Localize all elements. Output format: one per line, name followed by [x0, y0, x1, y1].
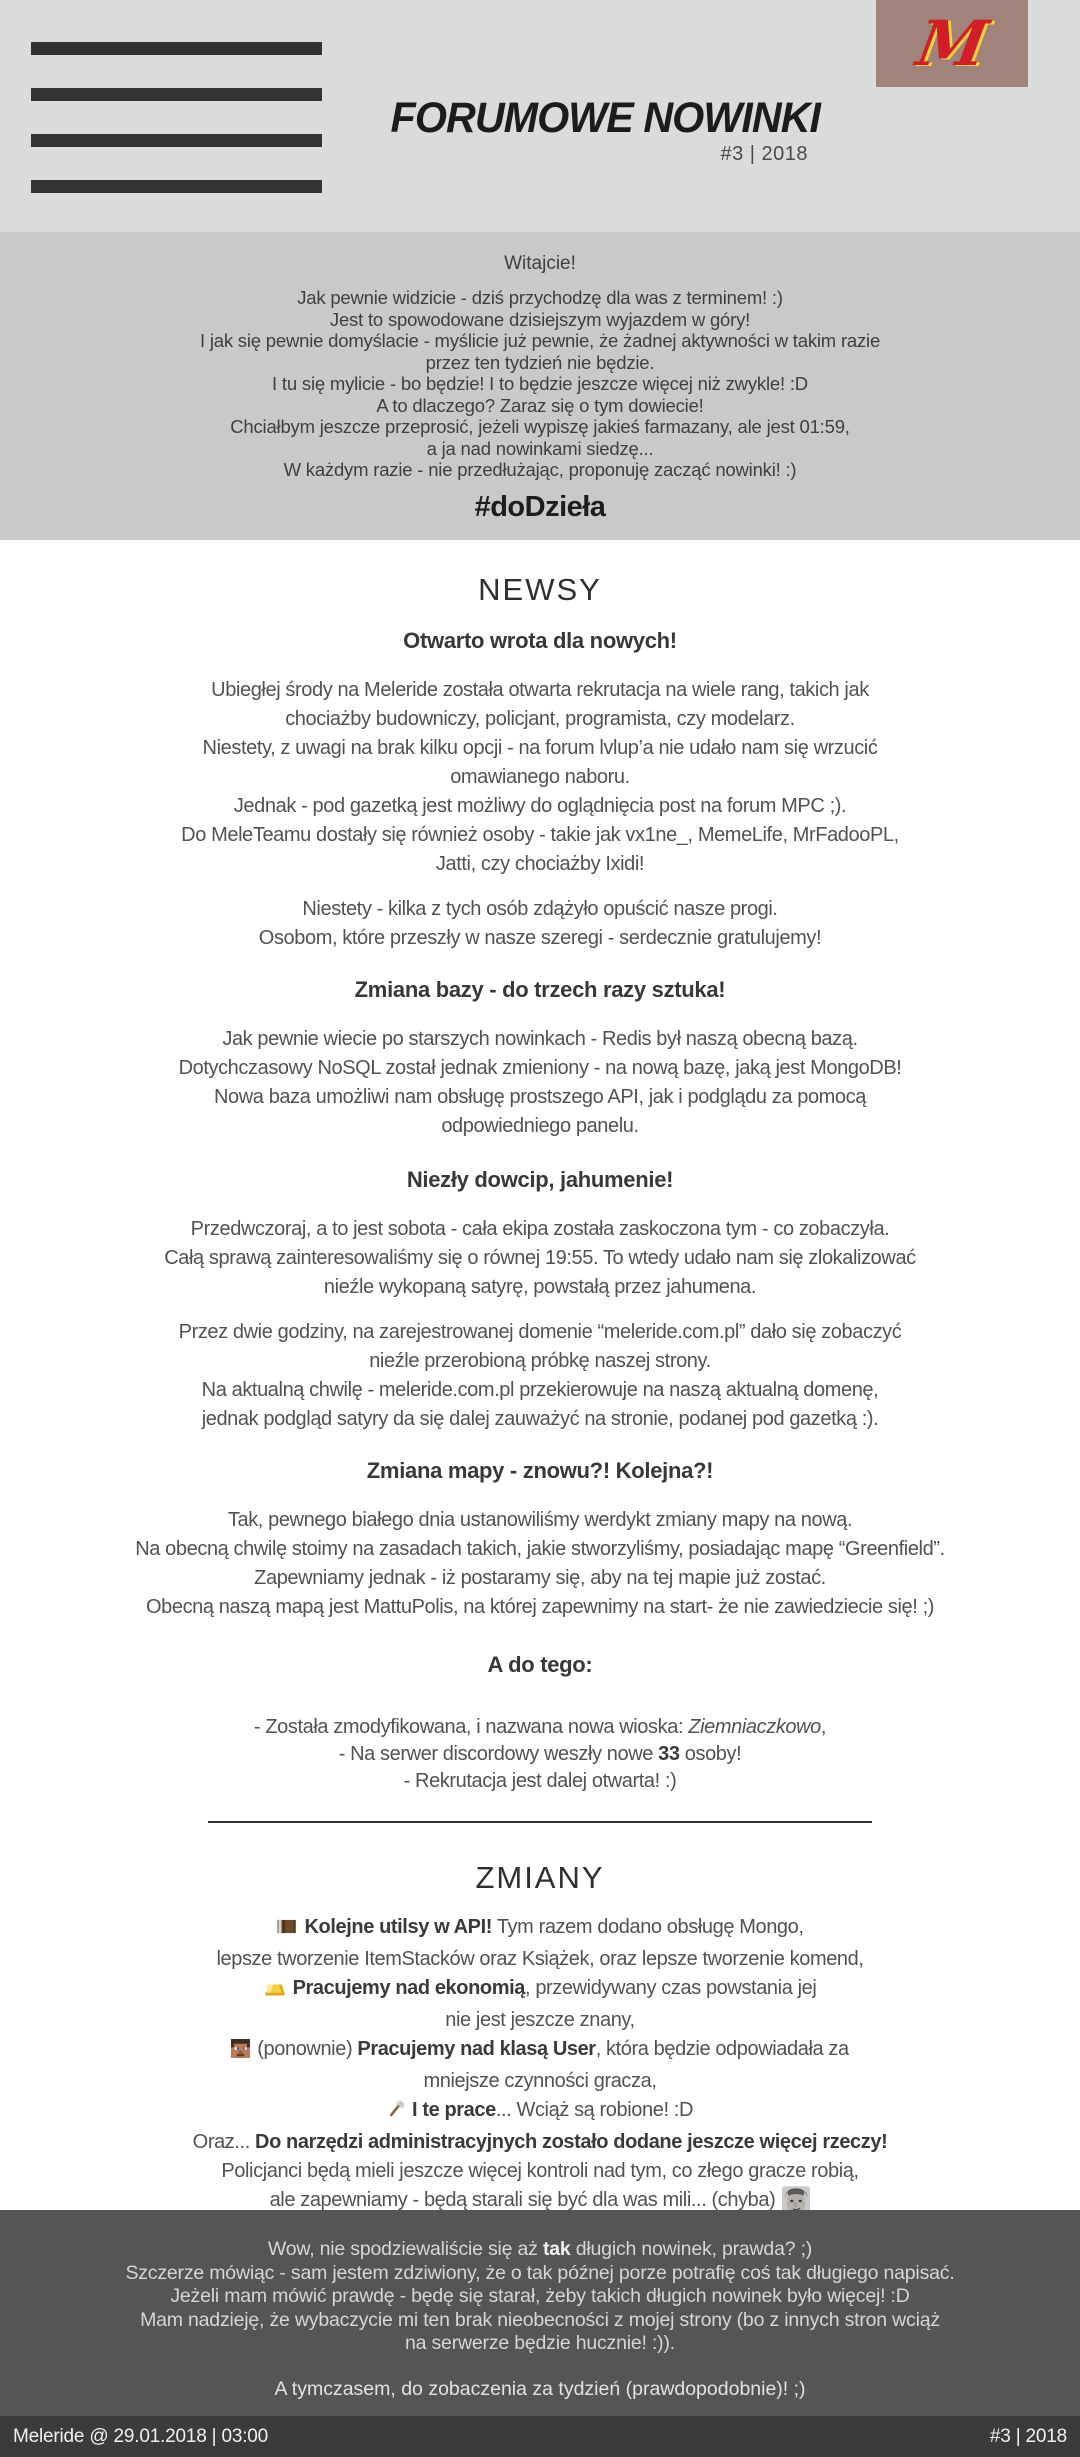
text-line: na serwerze będzie hucznie! :)).	[405, 2332, 675, 2354]
text-line: Niestety, z uwagi na brak kilku opcji - na forum lvlup’a nie udało nam się wrzucić	[202, 737, 878, 759]
text-line: Jednak - pod gazetką jest możliwy do oglądnięcia post na forum MPC ;).	[233, 795, 847, 817]
paragraph-joke-1	[0, 1215, 1080, 1302]
change-line: lepsze tworzenie ItemStacków oraz Książek, oraz lepsze tworzenie komend,	[216, 1948, 864, 1970]
paragraph-recruitment-2	[0, 895, 1080, 953]
subheading-joke: Niezły dowcip, jahumenie!	[406, 1167, 674, 1192]
change-bold: Pracujemy nad ekonomią	[292, 1977, 525, 1999]
list-item-text: - Na serwer discordowy weszły nowe	[338, 1743, 659, 1765]
change-line: Policjanci będą mieli jeszcze więcej kontroli nad tym, co złego gracze robią,	[221, 2160, 859, 2182]
text-line: Ubiegłej środy na Meleride została otwarta rekrutacja na wiele rang, takich jak	[211, 679, 869, 701]
change-line: nie jest jeszcze znany,	[445, 2009, 635, 2031]
text-line: przez ten tydzień nie będzie.	[425, 351, 655, 373]
footer-text: Wow, nie spodziewaliście się aż	[267, 2238, 543, 2260]
title-block	[382, 94, 821, 166]
change-line	[0, 1913, 1080, 1945]
text-line: a ja nad nowinkami siedzę...	[426, 437, 654, 459]
text-line: Przedwczoraj, a to jest sobota - cała ekipa została zaskoczona tym - co zobaczyła.	[190, 1218, 890, 1240]
paragraph-joke-2	[0, 1318, 1080, 1434]
change-text: Oraz...	[192, 2131, 256, 2153]
footer-bold: tak	[542, 2238, 571, 2260]
text-line: Do MeleTeamu dostały się również osoby - takie jak vx1ne_, MemeLife, MrFadooPL,	[181, 824, 899, 846]
subheading-recruitment: Otwarto wrota dla nowych!	[403, 628, 677, 653]
hashtag: #doDzieła	[474, 490, 606, 523]
section-divider	[208, 1821, 872, 1823]
bottom-bar	[0, 2416, 1080, 2457]
text-line: nieźle przerobioną próbkę naszej strony.	[369, 1350, 711, 1372]
text-line: jednak podgląd satyry da się dalej zauważyć na stronie, podanej pod gazetką :).	[201, 1408, 879, 1430]
change-bold: Do narzędzi administracyjnych zostało dodane jeszcze więcej rzeczy!	[255, 2131, 888, 2153]
text-line: Przez dwie godziny, na zarejestrowanej domenie “meleride.com.pl” dało się zobaczyć	[178, 1321, 902, 1343]
subheading-database: Zmiana bazy - do trzech razy sztuka!	[354, 977, 726, 1002]
text-line: Zapewniamy jednak - iż postaramy się, aby na tej mapie już zostać.	[254, 1567, 826, 1589]
change-line	[0, 2096, 1080, 2128]
meme-face-icon	[782, 2186, 810, 2210]
text-line: Niestety - kilka z tych osób zdążyło opuścić nasze progi.	[302, 898, 778, 920]
gold-ingot-icon	[264, 1977, 286, 2006]
text-line: I jak się pewnie domyślacie - myślicie już pewnie, że żadnej aktywności w takim razie	[199, 330, 881, 351]
bar-line	[31, 180, 322, 193]
hamburger-bars-decoration	[31, 42, 322, 226]
change-line: mniejsze czynności gracza,	[423, 2070, 657, 2092]
text-line: Jest to spowodowane dzisiejszym wyjazdem w góry!	[329, 308, 751, 330]
change-line	[0, 2128, 1080, 2157]
newsy-heading: NEWSY	[478, 572, 602, 607]
text-line: Jeżeli mam mówić prawdę - będę się starał, żeby takich długich nowinek było więcej! :D	[170, 2285, 910, 2307]
footer-closing: A tymczasem, do zobaczenia za tydzień (prawdopodobnie)! ;)	[274, 2377, 806, 2400]
list-item	[0, 1714, 1080, 1741]
logo	[876, 0, 1028, 87]
bar-line	[31, 88, 322, 101]
text-line: Mam nadzieję, że wybaczycie mi ten brak nieobecności z mojej strony (bo z innych stron wciąż	[140, 2308, 940, 2331]
extras-list	[0, 1714, 1080, 1795]
text-line: omawianego naboru.	[450, 766, 630, 788]
axe-icon	[387, 2099, 405, 2128]
footer-line	[0, 2238, 1080, 2262]
bar-line	[31, 42, 322, 55]
text-line: Nowa baza umożliwi nam obsługę prostszego API, jak i podglądu za pomocą	[214, 1086, 866, 1108]
change-bold: Pracujemy nad klasą User	[357, 2038, 596, 2060]
greeting: Witajcie!	[504, 253, 576, 274]
list-item-text: - Została zmodyfikowana, i nazwana nowa wioska:	[253, 1716, 689, 1738]
list-item-text: osoby!	[679, 1743, 742, 1765]
text-line: A to dlaczego? Zaraz się o tym dowiecie!	[376, 394, 704, 416]
text-line: Jatti, czy chociażby Ixidi!	[435, 853, 645, 875]
page-title: FORUMOWE NOWINKI	[390, 94, 821, 142]
paragraph-map	[0, 1506, 1080, 1622]
text-line: Szczerze mówiąc - sam jestem zdziwiony, że o tak późnej porze potrafię coś tak długiego napisać.	[125, 2261, 955, 2284]
discord-count: 33	[658, 1743, 680, 1765]
zmiany-heading: ZMIANY	[475, 1860, 605, 1895]
change-text: Tym razem dodano obsługę Mongo,	[492, 1916, 804, 1938]
text-line: Obecną naszą mapą jest MattuPolis, na której zapewnimy na start- że nie zawiedziecie się! ;)	[145, 1596, 935, 1618]
subheading-extras: A do tego:	[487, 1652, 593, 1677]
steve-head-icon	[231, 2038, 250, 2067]
list-item-text: ,	[820, 1716, 827, 1738]
text-line: Osobom, które przeszły w nasze szeregi - serdecznie gratulujemy!	[258, 927, 822, 949]
change-text: ... Wciąż są robione! :D	[495, 2099, 693, 2121]
list-item: - Rekrutacja jest dalej otwarta! :)	[403, 1770, 677, 1792]
minecraft-book-icon	[276, 1916, 297, 1945]
village-name: Ziemniaczkowo	[688, 1716, 821, 1738]
text-line: Całą sprawą zainteresowaliśmy się o równej 19:55. To wtedy udało nam się zlokalizować	[164, 1247, 916, 1269]
text-line: Na aktualną chwilę - meleride.com.pl przekierowuje na naszą aktualną domenę,	[201, 1379, 879, 1401]
change-bold: I te prace	[412, 2099, 496, 2121]
paragraph-recruitment	[0, 676, 1080, 879]
change-text: , która będzie odpowiadała za	[595, 2038, 849, 2060]
text-line: Tak, pewnego białego dnia ustanowiliśmy werdykt zmiany mapy na nową.	[227, 1509, 853, 1531]
intro-lines	[0, 287, 1080, 481]
change-line	[0, 2186, 1080, 2210]
text-line: Dotychczasowy NoSQL został jednak zmieniony - na nową bazę, jaką jest MongoDB!	[178, 1057, 902, 1079]
subheading-map: Zmiana mapy - znowu?! Kolejna?!	[366, 1458, 714, 1483]
text-line: Jak pewnie wiecie po starszych nowinkach - Redis był naszą obecną bazą.	[222, 1028, 858, 1050]
text-line: odpowiedniego panelu.	[441, 1115, 639, 1137]
change-line	[0, 1974, 1080, 2006]
intro-section	[0, 232, 1080, 540]
change-text: ale zapewniamy - będą starali się być dla was mili... (chyba)	[269, 2189, 776, 2210]
change-text: (ponownie)	[257, 2038, 358, 2060]
change-bold: Kolejne utilsy w API!	[304, 1916, 493, 1938]
paragraph-database	[0, 1025, 1080, 1141]
main-content	[0, 540, 1080, 2210]
bottom-bar-right: #3 | 2018	[989, 2425, 1067, 2447]
text-line: nieźle wykopaną satyrę, powstałą przez jahumena.	[323, 1276, 757, 1298]
header	[0, 0, 1080, 232]
text-line: Na obecną chwilę stoimy na zasadach takich, jakie stworzyliśmy, posiadając mapę “Greenfield”.	[135, 1538, 945, 1560]
footer-text: długich nowinek, prawda? ;)	[570, 2238, 813, 2260]
bottom-bar-left: Meleride @ 29.01.2018 | 03:00	[13, 2425, 269, 2447]
footer-section	[0, 2210, 1080, 2416]
footer-lines	[0, 2262, 1080, 2356]
list-item	[0, 1741, 1080, 1768]
text-line: W każdym razie - nie przedłużając, proponuję zacząć nowinki! :)	[283, 459, 797, 480]
text-line: I tu się mylicie - bo będzie! I to będzie jeszcze więcej niż zwykle! :D	[272, 373, 808, 394]
zmiany-list	[0, 1913, 1080, 2210]
text-line: chociażby budowniczy, policjant, programista, czy modelarz.	[285, 708, 795, 730]
text-line: Chciałbym jeszcze przeprosić, jeżeli wypiszę jakieś farmazany, ale jest 01:59,	[230, 416, 850, 437]
issue-number: #3 | 2018	[720, 143, 808, 165]
change-line	[0, 2035, 1080, 2067]
change-text: , przewidywany czas powstania jej	[525, 1977, 817, 1999]
bar-line	[31, 134, 322, 147]
logo-m-icon: M	[911, 6, 993, 80]
text-line: Jak pewnie widzicie - dziś przychodzę dla was z terminem! :)	[297, 287, 783, 308]
